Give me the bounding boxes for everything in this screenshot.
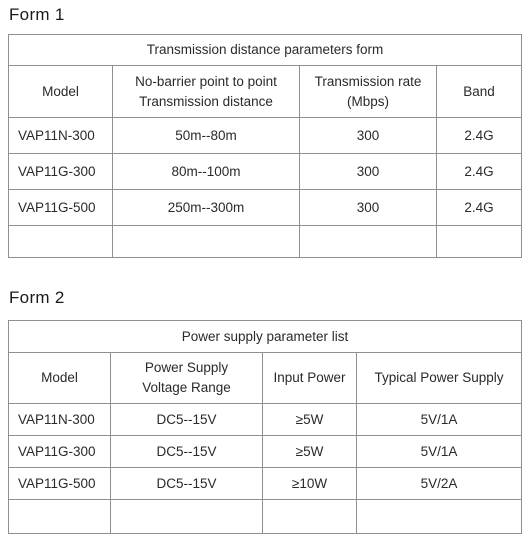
cell-rate: 300 [300, 154, 437, 190]
empty-cell [357, 500, 522, 534]
empty-table-row [9, 500, 522, 534]
empty-cell [437, 226, 522, 258]
table-row [9, 190, 522, 226]
header-input-power: Input Power [263, 353, 357, 404]
table-header-row [9, 353, 522, 404]
table-row [9, 154, 522, 190]
header-distance-line2: Transmission distance [139, 93, 273, 109]
empty-cell [9, 500, 111, 534]
table-row [9, 404, 522, 436]
table-caption-row [9, 35, 522, 66]
empty-cell [111, 500, 263, 534]
cell-band: 2.4G [437, 154, 522, 190]
header-voltage-line2: Voltage Range [142, 380, 231, 395]
cell-voltage: DC5--15V [111, 404, 263, 436]
cell-model: VAP11G-300 [9, 436, 111, 468]
form1-heading: Form 1 [9, 5, 65, 24]
header-voltage [111, 353, 263, 404]
form2-heading: Form 2 [9, 288, 65, 307]
header-model: Model [9, 353, 111, 404]
cell-model: VAP11G-500 [9, 190, 113, 226]
empty-cell [300, 226, 437, 258]
cell-typical-power-supply: 5V/1A [357, 436, 522, 468]
cell-rate: 300 [300, 190, 437, 226]
header-rate-line2: (Mbps) [346, 93, 389, 109]
header-rate-line1: Transmission rate [314, 73, 422, 89]
table-caption: Power supply parameter list [9, 321, 522, 353]
header-rate [300, 66, 437, 118]
cell-distance: 80m--100m [113, 154, 300, 190]
cell-model: VAP11G-500 [9, 468, 111, 500]
cell-input-power: ≥5W [263, 436, 357, 468]
cell-band: 2.4G [437, 118, 522, 154]
table-caption: Transmission distance parameters form [9, 35, 522, 66]
cell-voltage: DC5--15V [111, 436, 263, 468]
empty-cell [9, 226, 113, 258]
empty-cell [113, 226, 300, 258]
header-band: Band [437, 66, 522, 118]
header-distance [113, 66, 300, 118]
table-header-row [9, 66, 522, 118]
cell-typical-power-supply: 5V/1A [357, 404, 522, 436]
cell-distance: 250m--300m [113, 190, 300, 226]
empty-cell [263, 500, 357, 534]
header-model: Model [9, 66, 113, 118]
cell-model: VAP11N-300 [9, 118, 113, 154]
empty-table-row [9, 226, 522, 258]
cell-distance: 50m--80m [113, 118, 300, 154]
cell-voltage: DC5--15V [111, 468, 263, 500]
header-distance-line1: No-barrier point to point [135, 73, 277, 89]
cell-model: VAP11G-300 [9, 154, 113, 190]
cell-typical-power-supply: 5V/2A [357, 468, 522, 500]
cell-model: VAP11N-300 [9, 404, 111, 436]
cell-band: 2.4G [437, 190, 522, 226]
table-row [9, 436, 522, 468]
cell-input-power: ≥10W [263, 468, 357, 500]
table-caption-row [9, 321, 522, 353]
header-voltage-line1: Power Supply [144, 360, 229, 375]
power-supply-table [8, 320, 522, 534]
cell-input-power: ≥5W [263, 404, 357, 436]
cell-rate: 300 [300, 118, 437, 154]
header-typical-power-supply: Typical Power Supply [357, 353, 522, 404]
table-row [9, 468, 522, 500]
table-row [9, 118, 522, 154]
transmission-distance-table [8, 34, 522, 258]
